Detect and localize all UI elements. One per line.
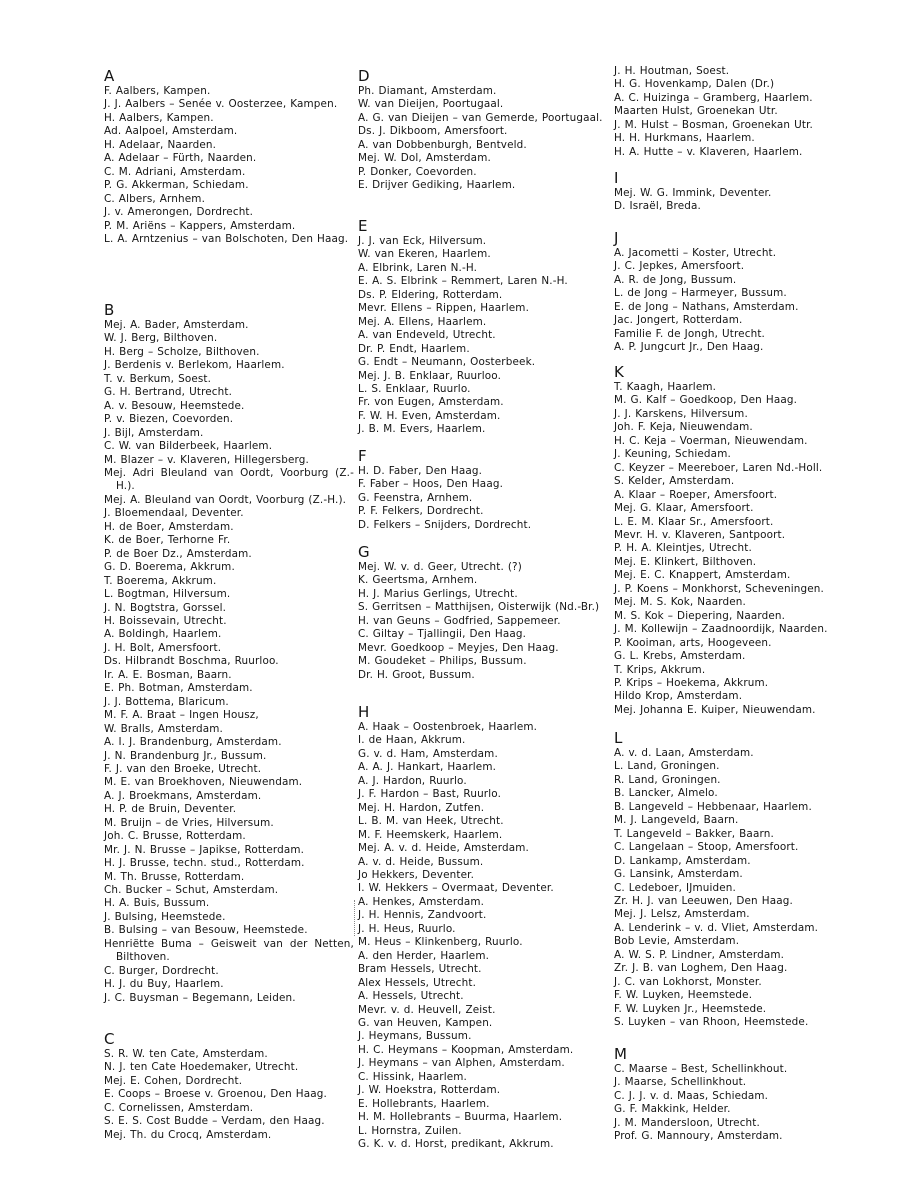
list-item: Mej. G. Klaar, Amersfoort. xyxy=(614,502,754,515)
list-item: H. J. Brusse, techn. stud., Rotterdam. xyxy=(104,857,305,870)
list-item: D. Israël, Breda. xyxy=(614,200,701,213)
list-item: W. Bralls, Amsterdam. xyxy=(104,722,223,735)
list-item: Mevr. v. d. Heuvell, Zeist. xyxy=(358,1003,496,1016)
list-item: Mej. H. Hardon, Zutfen. xyxy=(358,801,485,814)
list-item: J. M. Mandersloon, Utrecht. xyxy=(614,1116,760,1129)
list-item: Ir. A. E. Bosman, Baarn. xyxy=(104,668,232,681)
list-item: A. A. J. Hankart, Haarlem. xyxy=(358,761,497,774)
list-item: C. J. J. v. d. Maas, Schiedam. xyxy=(614,1089,769,1102)
list-item: Dr. H. Groot, Bussum. xyxy=(358,668,475,681)
list-item: G. van Heuven, Kampen. xyxy=(358,1016,493,1029)
list-item: J. J. Karskens, Hilversum. xyxy=(614,407,748,420)
list-item: S. Luyken – van Rhoon, Heemstede. xyxy=(614,1016,809,1029)
entry-list xyxy=(614,187,864,214)
section-letter: J xyxy=(614,229,619,247)
list-item: B. Langeveld – Hebbenaar, Haarlem. xyxy=(614,800,812,813)
list-item: H. G. Hovenkamp, Dalen (Dr.) xyxy=(614,78,775,91)
list-item: F. W. Luyken, Heemstede. xyxy=(614,989,753,1002)
list-item: G. H. Bertrand, Utrecht. xyxy=(104,386,233,399)
list-item: Mej. W. v. d. Geer, Utrecht. (?) xyxy=(358,561,522,573)
entry-list xyxy=(104,85,354,246)
list-item: H. Aalbers, Kampen. xyxy=(104,111,214,124)
entry-list xyxy=(614,65,864,159)
list-item: Mej. A. Bader, Amsterdam. xyxy=(104,319,249,331)
list-item: H. H. Hurkmans, Haarlem. xyxy=(614,132,755,145)
list-item: P. F. Felkers, Dordrecht. xyxy=(358,505,484,518)
list-item: G. F. Makkink, Helder. xyxy=(614,1103,731,1116)
list-item: J. v. Amerongen, Dordrecht. xyxy=(104,206,254,219)
list-item: M. Goudeket – Philips, Bussum. xyxy=(358,655,527,668)
list-item: Familie F. de Jongh, Utrecht. xyxy=(614,327,766,340)
list-item: T. Kaagh, Haarlem. xyxy=(614,381,717,393)
section-a xyxy=(104,68,354,246)
entry-list xyxy=(104,1048,354,1142)
list-item: K. de Boer, Terhorne Fr. xyxy=(104,534,231,547)
list-item: Ds. P. Eldering, Rotterdam. xyxy=(358,288,503,301)
entry-list xyxy=(614,1063,864,1144)
list-item: A. C. Huizinga – Gramberg, Haarlem. xyxy=(614,91,813,104)
section-letter: H xyxy=(358,703,370,721)
list-item: L. de Jong – Harmeyer, Bussum. xyxy=(614,287,787,300)
list-item: L. S. Enklaar, Ruurlo. xyxy=(358,382,471,395)
list-item: H. M. Hollebrants – Buurma, Haarlem. xyxy=(358,1111,563,1124)
list-item: C. Langelaan – Stoop, Amersfoort. xyxy=(614,841,799,854)
list-item: W. van Dieijen, Poortugaal. xyxy=(358,98,504,111)
list-item: J. C. Buysman – Begemann, Leiden. xyxy=(104,991,296,1004)
list-item: A. Hessels, Utrecht. xyxy=(358,990,464,1003)
list-item: B. Bulsing – van Besouw, Heemstede. xyxy=(104,924,308,937)
list-item: H. de Boer, Amsterdam. xyxy=(104,520,234,533)
list-item: Mevr. Goedkoop – Meyjes, Den Haag. xyxy=(358,641,559,654)
section-letter: M xyxy=(614,1045,627,1063)
list-item: Mr. J. N. Brusse – Japikse, Rotterdam. xyxy=(104,843,305,856)
list-item: I. de Haan, Akkrum. xyxy=(358,734,466,747)
section-letter: B xyxy=(104,301,115,319)
list-item: Mej. W. Dol, Amsterdam. xyxy=(358,152,491,165)
list-item: Ad. Aalpoel, Amsterdam. xyxy=(104,125,238,138)
section-h xyxy=(358,704,608,1152)
list-item: J. Berdenis v. Berlekom, Haarlem. xyxy=(104,359,285,372)
list-item: C. Maarse – Best, Schellinkhout. xyxy=(614,1063,788,1075)
list-item: J. W. Hoekstra, Rotterdam. xyxy=(358,1084,501,1097)
list-item: R. Land, Groningen. xyxy=(614,773,721,786)
section-e xyxy=(358,218,608,437)
list-item: Joh. C. Brusse, Rotterdam. xyxy=(104,830,246,843)
list-item: J. N. Brandenburg Jr., Bussum. xyxy=(104,749,267,762)
list-item: C. Hissink, Haarlem. xyxy=(358,1070,468,1083)
list-item: H. C. Keja – Voerman, Nieuwendam. xyxy=(614,434,808,447)
list-item: Mej. M. S. Kok, Naarden. xyxy=(614,596,746,609)
list-item: F. Faber – Hoos, Den Haag. xyxy=(358,478,504,491)
section-letter: G xyxy=(358,543,370,561)
list-item: J. Bijl, Amsterdam. xyxy=(104,426,204,439)
section-letter: E xyxy=(358,217,368,235)
list-item: J. Keuning, Schiedam. xyxy=(614,448,731,461)
list-item: A. Haak – Oostenbroek, Haarlem. xyxy=(358,721,538,733)
list-item: A. v. d. Heide, Bussum. xyxy=(358,855,484,868)
list-item: J. H. Heus, Ruurlo. xyxy=(358,922,456,935)
list-item: A. Jacometti – Koster, Utrecht. xyxy=(614,247,777,259)
list-item: Ds. J. Dikboom, Amersfoort. xyxy=(358,125,508,138)
list-item: Mej. A. Ellens, Haarlem. xyxy=(358,315,487,328)
section-letter: K xyxy=(614,363,624,381)
list-item: C. W. van Bilderbeek, Haarlem. xyxy=(104,440,273,453)
list-item: Ph. Diamant, Amsterdam. xyxy=(358,85,497,97)
list-item: C. Keyzer – Meereboer, Laren Nd.-Holl. xyxy=(614,461,823,474)
list-item: Alex Hessels, Utrecht. xyxy=(358,976,477,989)
list-item: A. van Endeveld, Utrecht. xyxy=(358,329,496,342)
list-item: H. J. du Buy, Haarlem. xyxy=(104,978,224,991)
list-item: A. J. Hardon, Ruurlo. xyxy=(358,774,467,787)
entry-list xyxy=(614,247,864,355)
list-item: A. R. de Jong, Bussum. xyxy=(614,273,737,286)
list-item: Maarten Hulst, Groenekan Utr. xyxy=(614,105,778,118)
list-item: Bram Hessels, Utrecht. xyxy=(358,963,482,976)
list-item: Jo Hekkers, Deventer. xyxy=(358,868,475,881)
list-item: M. J. Langeveld, Baarn. xyxy=(614,814,739,827)
list-item: M. Heus – Klinkenberg, Ruurlo. xyxy=(358,936,523,949)
section-letter: I xyxy=(614,169,619,187)
entry-list xyxy=(358,561,608,682)
list-item: M. Bruijn – de Vries, Hilversum. xyxy=(104,816,274,829)
list-item: T. Langeveld – Bakker, Baarn. xyxy=(614,827,774,840)
section-letter: D xyxy=(358,67,370,85)
list-item: S. R. W. ten Cate, Amsterdam. xyxy=(104,1048,268,1060)
list-item: A. G. van Dieijen – van Gemerde, Poortugaal. xyxy=(358,111,603,124)
list-item: M. E. van Broekhoven, Nieuwendam. xyxy=(104,776,303,789)
list-item: H. Adelaar, Naarden. xyxy=(104,138,217,151)
list-item: J. Heymans, Bussum. xyxy=(358,1030,472,1043)
list-item: Fr. von Eugen, Amsterdam. xyxy=(358,396,504,409)
list-item: G. D. Boerema, Akkrum. xyxy=(104,561,235,574)
section-d xyxy=(358,68,608,193)
list-item: H. J. Marius Gerlings, Utrecht. xyxy=(358,587,518,600)
list-item: C. M. Adriani, Amsterdam. xyxy=(104,165,246,178)
list-item: A. v. Besouw, Heemstede. xyxy=(104,399,245,412)
list-item: Mej. J. Lelsz, Amsterdam. xyxy=(614,908,750,921)
list-item: Ds. Hilbrandt Boschma, Ruurloo. xyxy=(104,655,279,668)
list-item: P. de Boer Dz., Amsterdam. xyxy=(104,547,252,560)
list-item: A. W. S. P. Lindner, Amsterdam. xyxy=(614,948,785,961)
list-item: T. v. Berkum, Soest. xyxy=(104,372,212,385)
list-item: J. N. Bogtstra, Gorssel. xyxy=(104,601,227,614)
section-k xyxy=(614,364,864,717)
list-item: A. Adelaar – Fürth, Naarden. xyxy=(104,152,257,165)
entry-list xyxy=(358,721,608,1152)
list-item: H. C. Heymans – Koopman, Amsterdam. xyxy=(358,1043,574,1056)
list-item: J. F. Hardon – Bast, Ruurlo. xyxy=(358,788,502,801)
list-item: A. den Herder, Haarlem. xyxy=(358,949,490,962)
section-letter: A xyxy=(104,67,115,85)
list-item: A. Klaar – Roeper, Amersfoort. xyxy=(614,488,778,501)
list-item: H. A. Buis, Bussum. xyxy=(104,897,210,910)
section-h-continued xyxy=(614,65,864,159)
entry-list xyxy=(358,235,608,437)
list-item: Mej. A. Bleuland van Oordt, Voorburg (Z.-H.). xyxy=(104,493,347,506)
list-item: T. Krips, Akkrum. xyxy=(614,663,706,676)
list-item: Zr. J. B. van Loghem, Den Haag. xyxy=(614,962,788,975)
section-letter: L xyxy=(614,729,623,747)
list-item: J. Maarse, Schellinkhout. xyxy=(614,1076,747,1089)
list-item: M. F. A. Braat – Ingen Housz, xyxy=(104,709,259,722)
list-item: E. Hollebrants, Haarlem. xyxy=(358,1097,490,1110)
list-item: S. Gerritsen – Matthijsen, Oisterwijk (Nd.-Br.) xyxy=(358,601,600,614)
list-item: J. M. Kollewijn – Zaadnoordijk, Naarden. xyxy=(614,623,828,636)
list-item: E. Ph. Botman, Amsterdam. xyxy=(104,682,253,695)
entry-list xyxy=(614,747,864,1030)
section-c xyxy=(104,1031,354,1142)
list-item: C. Giltay – Tjallingii, Den Haag. xyxy=(358,628,527,641)
list-item: E. Drijver Gediking, Haarlem. xyxy=(358,179,516,192)
list-item: F. Aalbers, Kampen. xyxy=(104,85,211,97)
list-item: D. Lankamp, Amsterdam. xyxy=(614,854,751,867)
list-item: Dr. P. Endt, Haarlem. xyxy=(358,342,470,355)
list-item: G. L. Krebs, Amsterdam. xyxy=(614,650,746,663)
list-item: Prof. G. Mannoury, Amsterdam. xyxy=(614,1130,783,1143)
list-item: J. Heymans – van Alphen, Amsterdam. xyxy=(358,1057,565,1070)
section-m xyxy=(614,1046,864,1144)
list-item: J. H. Bolt, Amersfoort. xyxy=(104,641,222,654)
section-g xyxy=(358,544,608,682)
list-item: B. Lancker, Almelo. xyxy=(614,787,718,800)
list-item: E. A. S. Elbrink – Remmert, Laren N.-H. xyxy=(358,275,568,288)
list-item: Mej. Johanna E. Kuiper, Nieuwendam. xyxy=(614,703,816,716)
list-item: Mej. J. B. Enklaar, Ruurloo. xyxy=(358,369,502,382)
list-item: J. C. van Lokhorst, Monster. xyxy=(614,975,762,988)
list-item: P. v. Biezen, Coevorden. xyxy=(104,413,234,426)
list-item: C. Cornelissen, Amsterdam. xyxy=(104,1101,254,1114)
section-j xyxy=(614,230,864,355)
list-item: H. Boissevain, Utrecht. xyxy=(104,614,227,627)
list-item: A. Lenderink – v. d. Vliet, Amsterdam. xyxy=(614,921,819,934)
list-item: J. J. Bottema, Blaricum. xyxy=(104,695,229,708)
list-item: A. Elbrink, Laren N.-H. xyxy=(358,261,478,274)
list-item: C. Ledeboer, IJmuiden. xyxy=(614,881,736,894)
list-item: Ch. Bucker – Schut, Amsterdam. xyxy=(104,884,279,897)
list-item: H. D. Faber, Den Haag. xyxy=(358,465,483,477)
list-item: F. W. Luyken Jr., Heemstede. xyxy=(614,1002,767,1015)
list-item: L. A. Arntzenius – van Bolschoten, Den Haag. xyxy=(104,232,349,245)
list-item: J. P. Koens – Monkhorst, Scheveningen. xyxy=(614,582,824,595)
list-item: E. Coops – Broese v. Groenou, Den Haag. xyxy=(104,1088,327,1101)
list-item: H. van Geuns – Godfried, Sappemeer. xyxy=(358,614,561,627)
list-item: Joh. F. Keja, Nieuwendam. xyxy=(614,421,753,434)
list-item: J. H. Hennis, Zandvoort. xyxy=(358,909,487,922)
list-item: M. G. Kalf – Goedkoop, Den Haag. xyxy=(614,394,798,407)
list-item: A. I. J. Brandenburg, Amsterdam. xyxy=(104,736,282,749)
list-item: H. Berg – Scholze, Bilthoven. xyxy=(104,345,260,358)
list-item: F. W. H. Even, Amsterdam. xyxy=(358,409,501,422)
list-item: L. Land, Groningen. xyxy=(614,760,720,773)
list-item: G. Lansink, Amsterdam. xyxy=(614,868,743,881)
list-item: J. M. Hulst – Bosman, Groenekan Utr. xyxy=(614,118,814,131)
list-item: P. Krips – Hoekema, Akkrum. xyxy=(614,676,769,689)
list-item: I. W. Hekkers – Overmaat, Deventer. xyxy=(358,882,554,895)
list-item: A. van Dobbenburgh, Bentveld. xyxy=(358,138,527,151)
list-item: Bob Levie, Amsterdam. xyxy=(614,935,740,948)
list-item: W. J. Berg, Bilthoven. xyxy=(104,332,218,345)
entry-list xyxy=(358,465,608,532)
list-item: K. Geertsma, Arnhem. xyxy=(358,574,478,587)
list-item: Mej. W. G. Immink, Deventer. xyxy=(614,187,772,199)
list-item: Zr. H. J. van Leeuwen, Den Haag. xyxy=(614,894,793,907)
section-b xyxy=(104,302,354,1005)
list-item: A. v. d. Laan, Amsterdam. xyxy=(614,747,754,759)
list-item: C. Albers, Arnhem. xyxy=(104,192,206,205)
list-item: J. H. Houtman, Soest. xyxy=(614,65,730,77)
list-item: Mej. A. v. d. Heide, Amsterdam. xyxy=(358,842,529,855)
entry-list xyxy=(104,319,354,1005)
list-item: P. Donker, Coevorden. xyxy=(358,165,477,178)
list-item: J. C. Jepkes, Amersfoort. xyxy=(614,260,745,273)
list-item: T. Boerema, Akkrum. xyxy=(104,574,217,587)
list-item: S. Kelder, Amsterdam. xyxy=(614,475,735,488)
section-letter: C xyxy=(104,1030,115,1048)
list-item: P. G. Akkerman, Schiedam. xyxy=(104,179,249,192)
list-item: J. J. Aalbers – Senée v. Oosterzee, Kampen. xyxy=(104,98,338,111)
list-item: M. S. Kok – Diepering, Naarden. xyxy=(614,609,786,622)
list-item: J. Bloemendaal, Deventer. xyxy=(104,507,244,520)
list-item: C. Burger, Dordrecht. xyxy=(104,964,219,977)
list-item: L. Hornstra, Zuilen. xyxy=(358,1124,462,1137)
list-item: P. M. Ariëns – Kappers, Amsterdam. xyxy=(104,219,296,232)
list-item: D. Felkers – Snijders, Dordrecht. xyxy=(358,518,532,531)
list-item: P. H. A. Kleintjes, Utrecht. xyxy=(614,542,752,555)
list-item: G. K. v. d. Horst, predikant, Akkrum. xyxy=(358,1138,554,1151)
list-item: N. J. ten Cate Hoedemaker, Utrecht. xyxy=(104,1061,299,1074)
list-item: Mej. E. Cohen, Dordrecht. xyxy=(104,1074,243,1087)
list-item: Mej. E. Klinkert, Bilthoven. xyxy=(614,555,757,568)
section-letter: F xyxy=(358,447,367,465)
list-item: Jac. Jongert, Rotterdam. xyxy=(614,314,743,327)
list-item: J. B. M. Evers, Haarlem. xyxy=(358,423,486,436)
list-item: M. F. Heemskerk, Haarlem. xyxy=(358,828,503,841)
list-item: G. Feenstra, Arnhem. xyxy=(358,491,473,504)
list-item: W. van Ekeren, Haarlem. xyxy=(358,248,491,261)
list-item: Mevr. H. v. Klaveren, Santpoort. xyxy=(614,528,786,541)
list-item: Hildo Krop, Amsterdam. xyxy=(614,690,743,703)
column-rule xyxy=(354,900,356,936)
list-item: G. Endt – Neumann, Oosterbeek. xyxy=(358,356,536,369)
list-item: A. Henkes, Amsterdam. xyxy=(358,895,485,908)
section-l xyxy=(614,730,864,1030)
list-item: J. Bulsing, Heemstede. xyxy=(104,910,226,923)
list-item: L. B. M. van Heek, Utrecht. xyxy=(358,815,504,828)
list-item: S. E. S. Cost Budde – Verdam, den Haag. xyxy=(104,1115,325,1128)
list-item: J. J. van Eck, Hilversum. xyxy=(358,235,487,247)
list-item: P. Kooiman, arts, Hoogeveen. xyxy=(614,636,772,649)
list-item: L. Bogtman, Hilversum. xyxy=(104,588,231,601)
list-item: M. Blazer – v. Klaveren, Hillegersberg. xyxy=(104,453,309,466)
list-item: A. J. Broekmans, Amsterdam. xyxy=(104,789,262,802)
list-item: Mevr. Ellens – Rippen, Haarlem. xyxy=(358,302,530,315)
list-item: A. Boldingh, Haarlem. xyxy=(104,628,222,641)
list-item: H. P. de Bruin, Deventer. xyxy=(104,803,237,816)
list-item: F. J. van den Broeke, Utrecht. xyxy=(104,762,262,775)
list-item: Mej. Adri Bleuland van Oordt, Voorburg (Z.-H.). xyxy=(104,466,354,493)
list-item: Mej. E. C. Knappert, Amsterdam. xyxy=(614,569,791,582)
list-item: L. E. M. Klaar Sr., Amersfoort. xyxy=(614,515,774,528)
section-i xyxy=(614,170,864,214)
list-item: E. de Jong – Nathans, Amsterdam. xyxy=(614,300,799,313)
entry-list xyxy=(358,85,608,193)
list-item: A. P. Jungcurt Jr., Den Haag. xyxy=(614,341,764,354)
section-f xyxy=(358,448,608,532)
list-item: G. v. d. Ham, Amsterdam. xyxy=(358,747,498,760)
list-item: Henriëtte Buma – Geisweit van der Netten, Bilthoven. xyxy=(104,937,354,964)
list-item: Mej. Th. du Crocq, Amsterdam. xyxy=(104,1128,272,1141)
entry-list xyxy=(614,381,864,717)
list-item: M. Th. Brusse, Rotterdam. xyxy=(104,870,245,883)
list-item: H. A. Hutte – v. Klaveren, Haarlem. xyxy=(614,145,803,158)
